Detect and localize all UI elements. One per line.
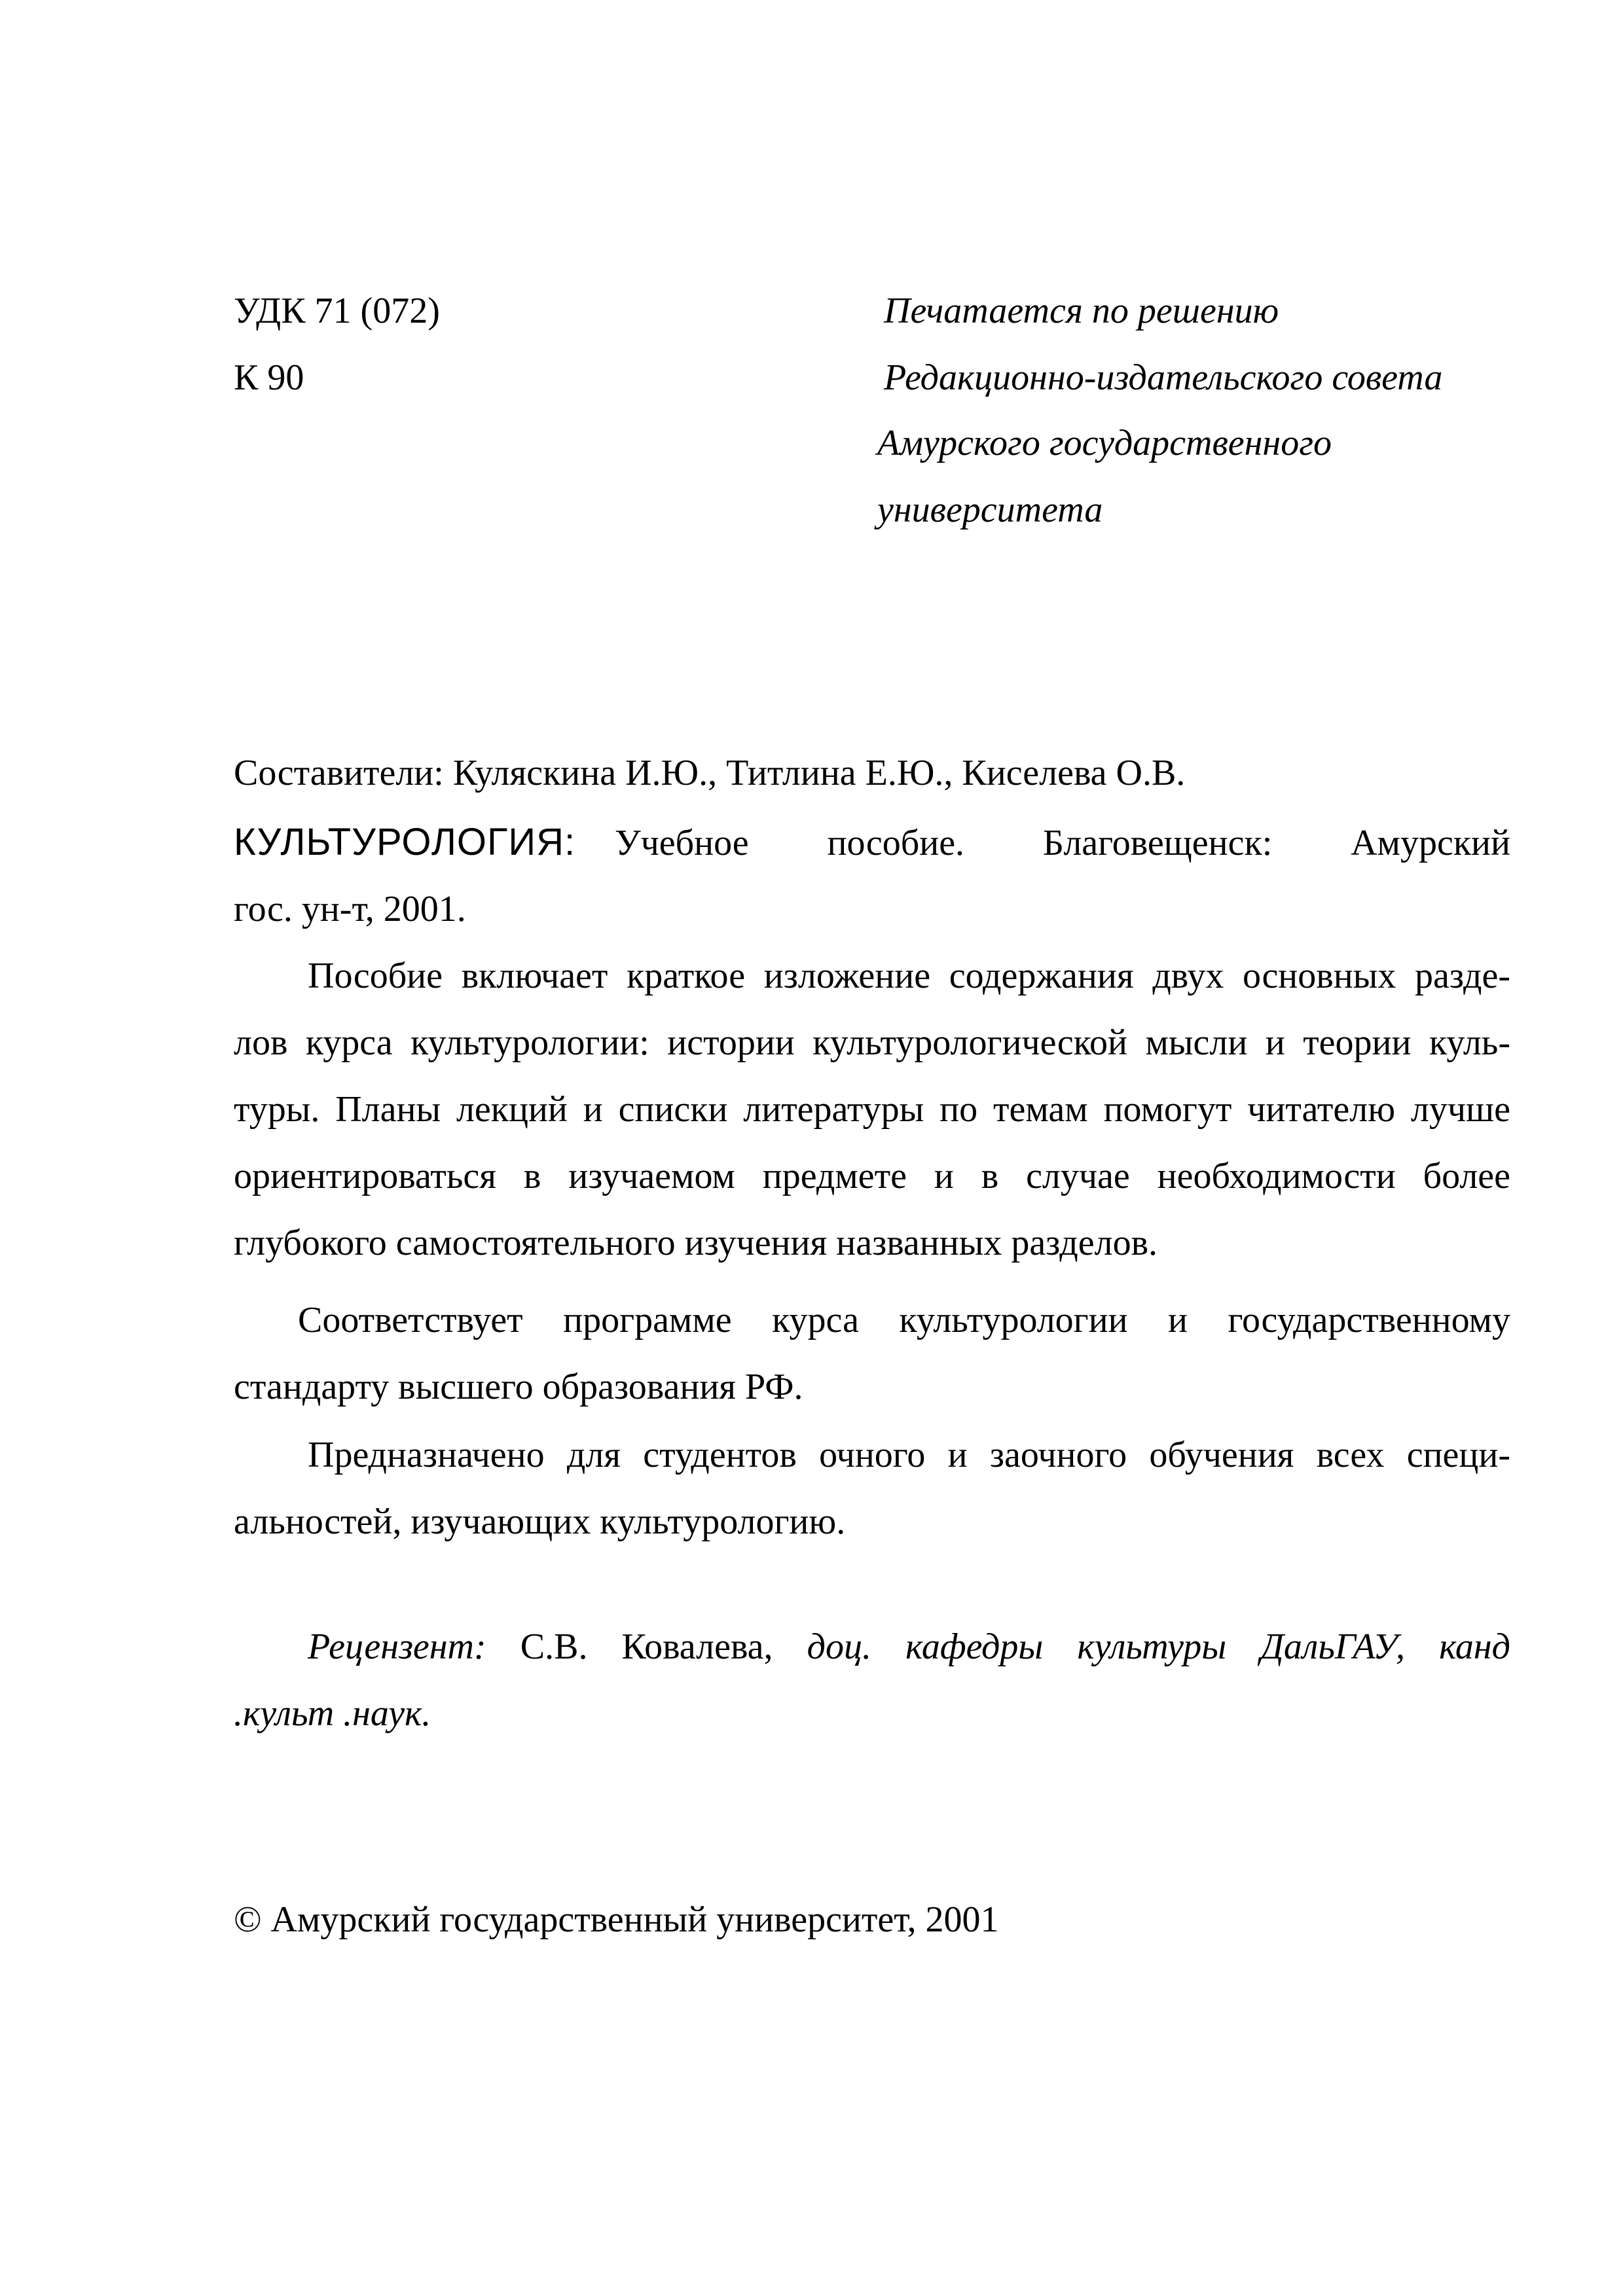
abstract-line-2: лов курса культурологии: истории культурологической мысли и теории куль- xyxy=(234,1022,1510,1063)
title-line xyxy=(234,819,1510,866)
reviewer-name: С.В. Ковалева, xyxy=(520,1626,773,1667)
reviewer-position: доц. кафедры культуры ДальГАУ, канд xyxy=(807,1626,1510,1667)
conformity-line-1: Соответствует программе курса культурологии и государственному xyxy=(298,1300,1510,1340)
abstract-line-4: ориентироваться в изучаемом предмете и в случае необходимости более xyxy=(234,1156,1510,1196)
book-title: КУЛЬТУРОЛОГИЯ: xyxy=(234,821,576,863)
imprint-line-1: Печатается по решению xyxy=(884,291,1279,331)
book-subtitle: Учебное пособие. Благовещенск: Амурский xyxy=(614,823,1510,863)
audience-paragraph xyxy=(234,1422,1510,1555)
bbk-code: К 90 xyxy=(234,357,304,398)
reviewer-degree: .культ .наук. xyxy=(234,1693,431,1734)
compilers-line: Составители: Куляскина И.Ю., Титлина Е.Ю., Киселева О.В. xyxy=(234,753,1186,793)
abstract-line-5: глубокого самостоятельного изучения названных разделов. xyxy=(234,1223,1158,1263)
imprint-line-4: университета xyxy=(877,490,1103,530)
conformity-line-2: стандарту высшего образования РФ. xyxy=(234,1367,803,1407)
conformity-paragraph xyxy=(234,1287,1510,1420)
copyright-line: © Амурский государственный университет, 2001 xyxy=(234,1899,999,1940)
reviewer-block xyxy=(234,1613,1510,1747)
abstract-line-3: туры. Планы лекций и списки литературы по темам помогут читателю лучше xyxy=(234,1089,1510,1130)
publisher-line: гос. ун-т, 2001. xyxy=(234,889,466,929)
abstract-paragraph xyxy=(234,942,1510,1276)
reviewer-line-1 xyxy=(234,1613,1510,1680)
abstract-line-1: Пособие включает краткое изложение содержания двух основных разде- xyxy=(308,956,1510,996)
audience-line-1: Предназначено для студентов очного и заочного обучения всех специ- xyxy=(308,1435,1510,1475)
audience-line-2: альностей, изучающих культурологию. xyxy=(234,1501,846,1542)
udk-code: УДК 71 (072) xyxy=(234,291,440,331)
imprint-line-2: Редакционно-издательского совета xyxy=(884,357,1443,398)
reviewer-label: Рецензент: xyxy=(308,1626,486,1667)
imprint-line-3: Амурского государственного xyxy=(877,423,1332,463)
